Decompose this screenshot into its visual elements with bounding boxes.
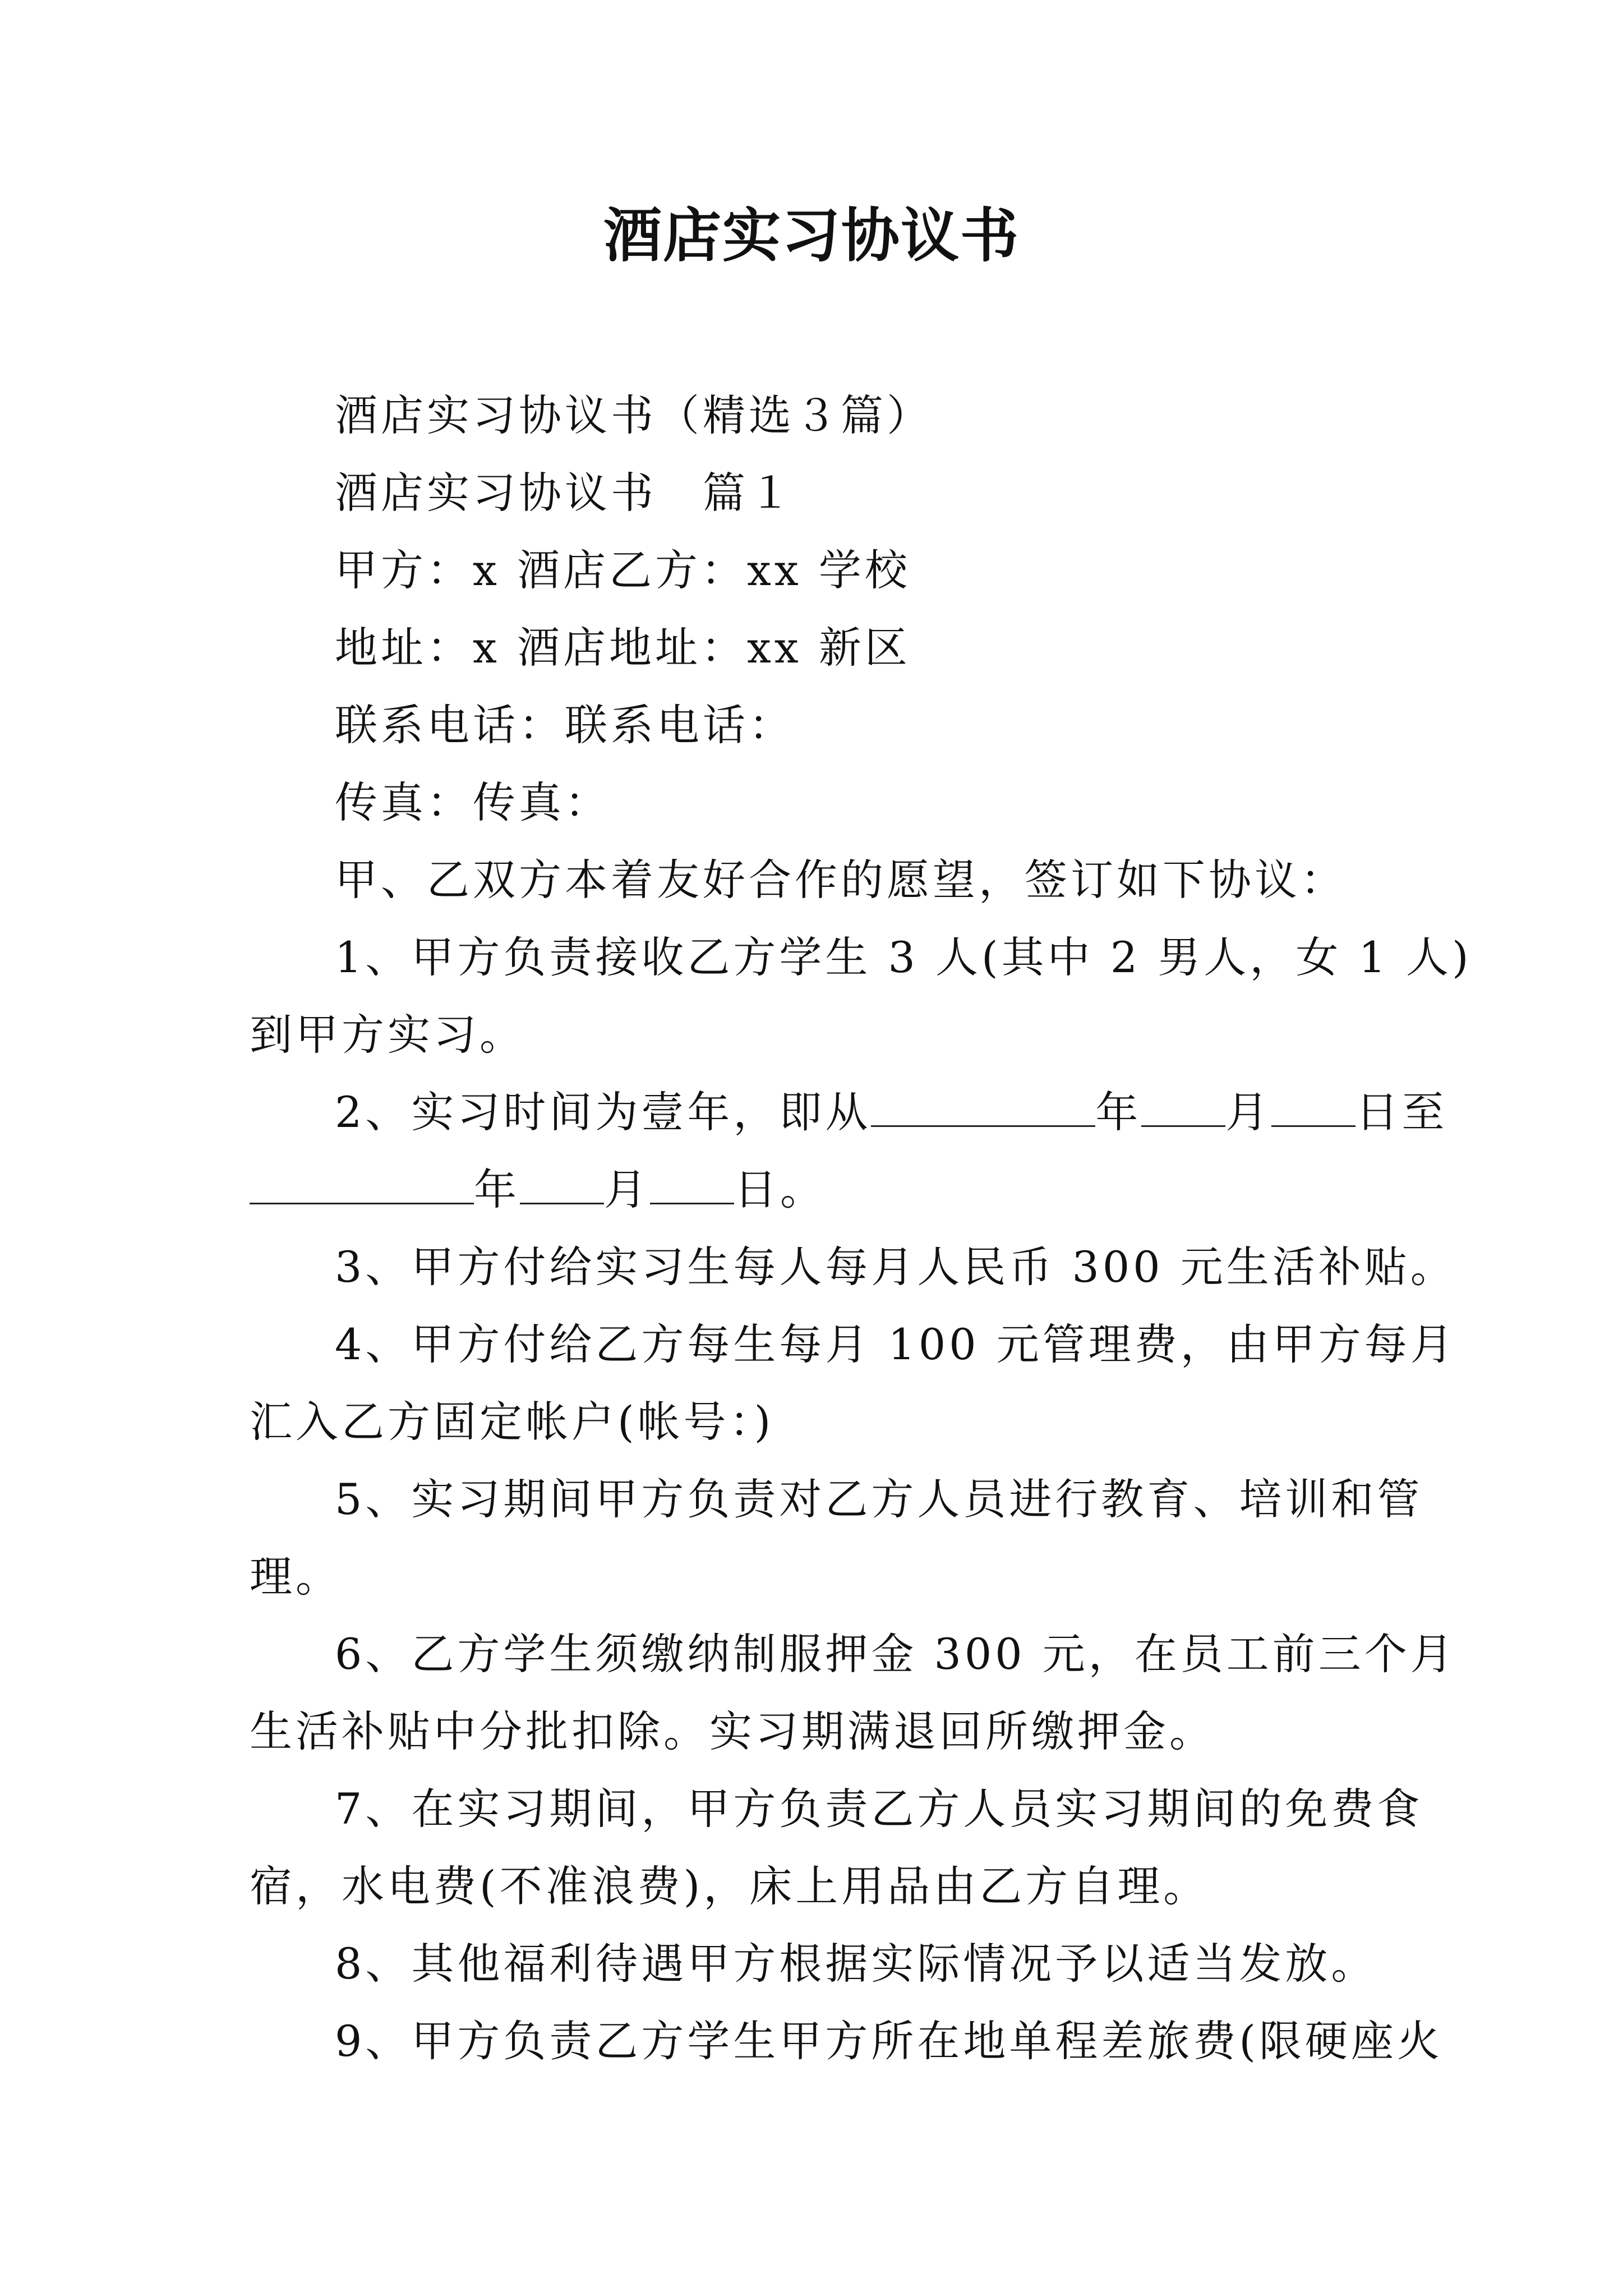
paragraph-line: 1、甲方负责接收乙方学生 3 人(其中 2 男人，女 1 人) [335, 932, 1472, 982]
item-2-month-label: 月 [1225, 1087, 1272, 1137]
paragraph-line: 8、其他福利待遇甲方根据实际情况予以适当发放。 [335, 1939, 1377, 1989]
paragraph-item-8 [250, 1925, 1385, 2003]
paragraph-line: 甲方：x 酒店乙方：xx 学校 [335, 545, 911, 595]
item-2-year-label: 年 [1095, 1087, 1142, 1137]
paragraph-subtitle [250, 377, 1385, 454]
paragraph-line: 9、甲方负责乙方学生甲方所在地单程差旅费(限硬座火 [335, 2016, 1444, 2066]
paragraph-item-1 [250, 919, 1472, 1074]
paragraph-line: 生活补贴中分批扣除。实习期满退回所缴押金。 [250, 1706, 1215, 1756]
item-2-year-label: 年 [474, 1165, 520, 1214]
paragraph-fax [250, 764, 1385, 841]
paragraph-line: 酒店实习协议书 篇１ [335, 468, 795, 518]
paragraph-line: 酒店实习协议书（精选３篇） [335, 390, 933, 440]
paragraph-phone [250, 687, 1385, 764]
item-2-day-end-label: 日。 [734, 1165, 826, 1214]
document-title: 酒店实习协议书 [603, 201, 1020, 270]
item-2-month-label: 月 [604, 1165, 650, 1214]
paragraph-line: 传真：传真： [335, 777, 611, 827]
paragraph-line: 联系电话：联系电话： [335, 700, 795, 750]
blank-day-end [650, 1160, 734, 1204]
paragraph-intro [250, 841, 1385, 919]
paragraph-address [250, 609, 1385, 687]
blank-year-end [250, 1160, 474, 1204]
paragraph-line: 4、甲方付给乙方每生每月 100 元管理费，由甲方每月 [335, 1319, 1456, 1369]
paragraph-line: 地址：x 酒店地址：xx 新区 [335, 623, 911, 673]
paragraph-item-3 [250, 1228, 1456, 1306]
document-body [250, 377, 1472, 2080]
paragraph-section-heading [250, 454, 1385, 532]
paragraph-line: 到甲方实习。 [250, 1010, 525, 1060]
paragraph-line [250, 1151, 1385, 1228]
item-2-prefix: 2、实习时间为壹年，即从 [335, 1087, 872, 1137]
paragraph-line: 宿，水电费(不准浪费)，床上用品由乙方自理。 [250, 1861, 1210, 1911]
paragraph-item-4 [250, 1306, 1456, 1461]
paragraph-line [250, 1074, 1448, 1151]
paragraph-parties [250, 532, 1385, 609]
paragraph-item-6 [250, 1616, 1456, 1770]
blank-month-end [520, 1160, 604, 1204]
paragraph-line: 3、甲方付给实习生每人每月人民币 300 元生活补贴。 [335, 1242, 1456, 1292]
paragraph-line: 6、乙方学生须缴纳制服押金 300 元，在员工前三个月 [335, 1629, 1456, 1679]
paragraph-item-5 [250, 1461, 1423, 1616]
paragraph-line: 5、实习期间甲方负责对乙方人员进行教育、培训和管 [335, 1474, 1423, 1524]
blank-year-start [871, 1083, 1095, 1127]
paragraph-line: 7、在实习期间，甲方负责乙方人员实习期间的免费食 [335, 1784, 1423, 1834]
paragraph-item-2 [250, 1074, 1448, 1228]
paragraph-line: 甲、乙双方本着友好合作的愿望，签订如下协议： [335, 855, 1347, 905]
paragraph-item-9 [250, 2003, 1444, 2080]
paragraph-line: 汇入乙方固定帐户(帐号：) [250, 1397, 774, 1447]
blank-day-start [1271, 1083, 1355, 1127]
paragraph-line: 理。 [250, 1552, 342, 1602]
item-2-day-to-label: 日至 [1355, 1087, 1448, 1137]
blank-month-start [1141, 1083, 1225, 1127]
paragraph-item-7 [250, 1770, 1423, 1925]
